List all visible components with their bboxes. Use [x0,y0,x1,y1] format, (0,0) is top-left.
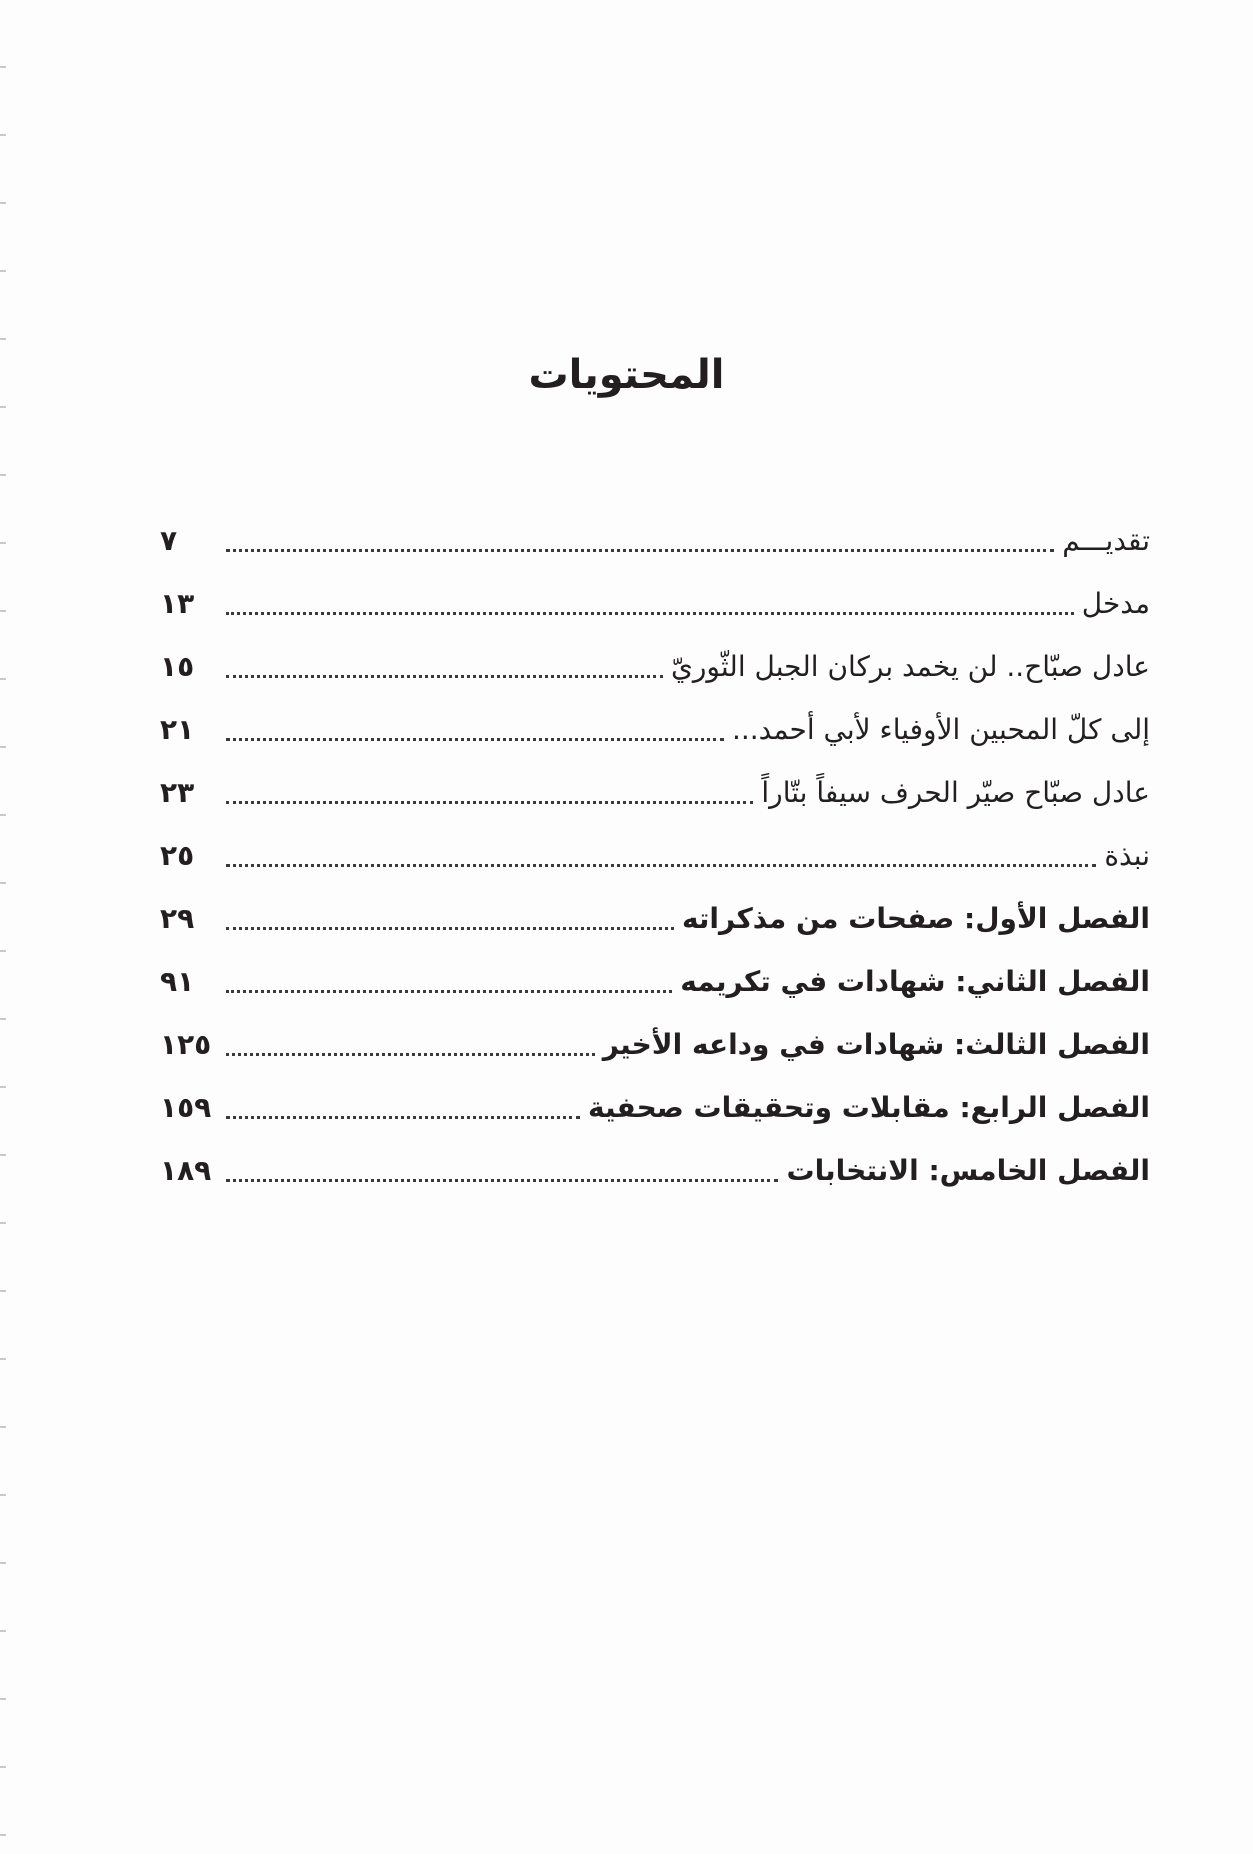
toc-entry-page-number: ١٨٩ [160,1154,212,1187]
toc-entry-page-number: ٢٣ [160,776,195,809]
toc-entry [160,626,1150,689]
dot-leader [226,1116,580,1119]
toc-entry-page-number: ١٢٥ [160,1028,212,1061]
dot-leader [226,801,753,804]
toc-chapter-entry [160,1067,1150,1130]
toc-entry-page-number: ١٥٩ [160,1091,212,1124]
scan-edge-marks [0,0,6,1854]
dot-leader [226,549,1054,552]
toc-entry-title: تقديـــم [1062,524,1150,557]
toc-entry-title: الفصل الثالث: شهادات في وداعه الأخير [602,1028,1150,1061]
toc-entry [160,815,1150,878]
toc-chapter-entry [160,941,1150,1004]
toc-entry-title: عادل صبّاح صيّر الحرف سيفاً بتّاراً [761,776,1150,809]
toc-entry-title: الفصل الثاني: شهادات في تكريمه [680,965,1150,998]
toc-chapter-entry [160,878,1150,941]
toc-entry-title: عادل صبّاح.. لن يخمد بركان الجبل الثّوريّ [670,650,1150,683]
toc-entry-title: الفصل الخامس: الانتخابات [786,1154,1150,1187]
dot-leader [226,927,674,930]
toc-entry-title: الفصل الرابع: مقابلات وتحقيقات صحفية [588,1091,1150,1124]
toc-entry-title: الفصل الأول: صفحات من مذكراته [681,902,1150,935]
dot-leader [226,675,663,678]
dot-leader [226,1179,778,1182]
table-of-contents [160,500,1150,1193]
toc-entry [160,500,1150,563]
dot-leader [226,738,724,741]
dot-leader [226,864,1096,867]
toc-entry-page-number: ٢١ [160,713,195,746]
toc-entry-page-number: ٢٩ [160,902,195,935]
toc-entry-title: نبذة [1104,839,1150,872]
toc-entry-page-number: ٢٥ [160,839,195,872]
toc-chapter-entry [160,1004,1150,1067]
page-title: المحتويات [528,352,725,398]
toc-entry-page-number: ١٥ [160,650,195,683]
toc-chapter-entry [160,1130,1150,1193]
toc-entry-page-number: ١٣ [160,587,195,620]
toc-entry-title: إلى كلّ المحبين الأوفياء لأبي أحمد... [731,713,1150,746]
dot-leader [226,990,672,993]
toc-entry-title: مدخل [1081,587,1150,620]
toc-entry [160,689,1150,752]
toc-entry [160,563,1150,626]
dot-leader [226,1053,595,1056]
toc-entry-page-number: ٩١ [160,965,195,998]
toc-entry [160,752,1150,815]
toc-entry-page-number: ٧ [160,524,178,557]
dot-leader [226,612,1074,615]
